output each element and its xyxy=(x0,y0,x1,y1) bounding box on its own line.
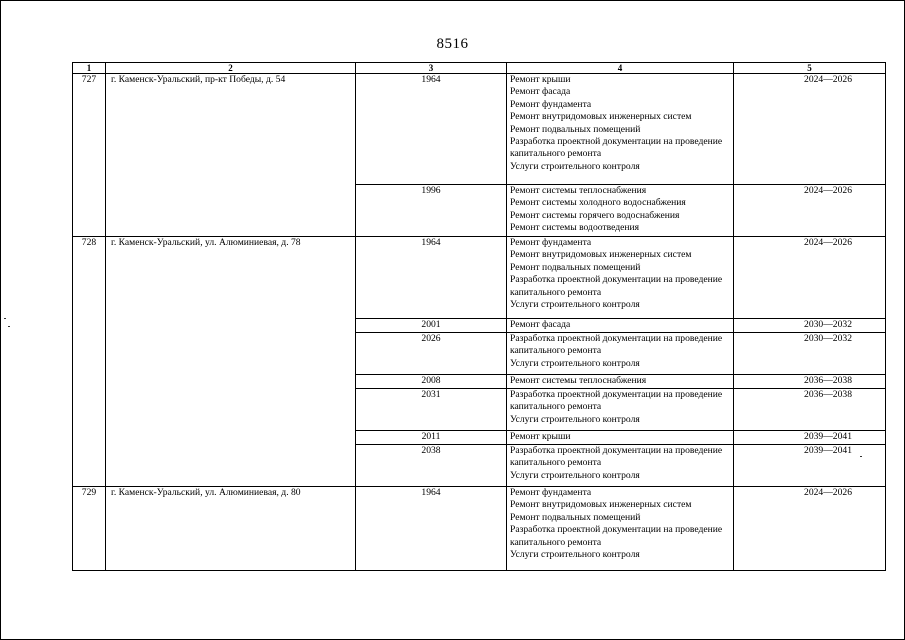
work-list xyxy=(507,389,734,431)
work-item: Ремонт фундамента xyxy=(510,487,592,498)
work-item: Ремонт крыши xyxy=(510,74,571,85)
capital-repair-table xyxy=(72,62,886,571)
work-list xyxy=(507,375,734,389)
block-year: 2026 xyxy=(356,333,507,375)
entry-number: 729 xyxy=(73,487,106,571)
repair-period: 2039—2041 xyxy=(734,445,886,487)
work-item: Разработка проектной документации на проведение капитального ремонта xyxy=(510,333,723,357)
work-list xyxy=(507,237,734,319)
work-list xyxy=(507,487,734,571)
repair-period: 2024—2026 xyxy=(734,185,886,237)
header-row xyxy=(73,63,886,74)
block-year: 2011 xyxy=(356,431,507,445)
work-list xyxy=(507,319,734,333)
scan-speck xyxy=(8,326,10,327)
block-year: 1964 xyxy=(356,74,507,185)
repair-period: 2030—2032 xyxy=(734,319,886,333)
work-list xyxy=(507,333,734,375)
table-row xyxy=(73,74,886,185)
work-item: Ремонт подвальных помещений xyxy=(510,123,641,135)
block-year: 1964 xyxy=(356,237,507,319)
block-year: 2001 xyxy=(356,319,507,333)
scan-speck xyxy=(860,456,862,457)
repair-period: 2030—2032 xyxy=(734,333,886,375)
repair-period: 2036—2038 xyxy=(734,389,886,431)
work-item: Услуги строительного контроля xyxy=(510,160,640,172)
block-year: 1964 xyxy=(356,487,507,571)
work-item: Ремонт внутридомовых инженерных систем xyxy=(510,499,692,511)
work-list xyxy=(507,185,734,237)
repair-period: 2039—2041 xyxy=(734,431,886,445)
block-year: 1996 xyxy=(356,185,507,237)
block-year: 2008 xyxy=(356,375,507,389)
work-item: Услуги строительного контроля xyxy=(510,357,640,369)
work-item: Ремонт подвальных помещений xyxy=(510,261,641,273)
repair-period: 2024—2026 xyxy=(734,74,886,185)
repair-period: 2036—2038 xyxy=(734,375,886,389)
work-list xyxy=(507,431,734,445)
work-item: Разработка проектной документации на проведение капитального ремонта xyxy=(510,136,723,160)
work-item: Разработка проектной документации на проведение капитального ремонта xyxy=(510,274,723,298)
work-item: Ремонт фундамента xyxy=(510,237,592,248)
work-item: Ремонт системы теплоснабжения xyxy=(510,185,647,196)
repair-period: 2024—2026 xyxy=(734,487,886,571)
work-list xyxy=(507,445,734,487)
entry-address: г. Каменск-Уральский, пр-кт Победы, д. 54 xyxy=(106,74,356,237)
entry-address: г. Каменск-Уральский, ул. Алюминиевая, д. 80 xyxy=(106,487,356,571)
column-header-5: 5 xyxy=(734,63,886,74)
block-year: 2038 xyxy=(356,445,507,487)
entry-address: г. Каменск-Уральский, ул. Алюминиевая, д. 78 xyxy=(106,237,356,487)
entry-number: 728 xyxy=(73,237,106,487)
work-item: Ремонт системы горячего водоснабжения xyxy=(510,209,680,221)
work-item: Разработка проектной документации на проведение капитального ремонта xyxy=(510,524,723,548)
entry-number: 727 xyxy=(73,74,106,237)
scan-speck xyxy=(4,318,6,319)
work-item: Услуги строительного контроля xyxy=(510,413,640,425)
work-list xyxy=(507,74,734,185)
work-item: Ремонт фасада xyxy=(510,86,571,98)
repair-period: 2024—2026 xyxy=(734,237,886,319)
work-item: Ремонт внутридомовых инженерных систем xyxy=(510,111,692,123)
work-item: Ремонт крыши xyxy=(510,431,571,442)
work-item: Ремонт подвальных помещений xyxy=(510,511,641,523)
work-item: Ремонт системы теплоснабжения xyxy=(510,375,647,386)
work-item: Ремонт системы холодного водоснабжения xyxy=(510,197,686,209)
work-item: Разработка проектной документации на проведение капитального ремонта xyxy=(510,389,723,413)
work-item: Разработка проектной документации на проведение капитального ремонта xyxy=(510,445,723,469)
column-header-4: 4 xyxy=(507,63,734,74)
work-item: Ремонт фундамента xyxy=(510,98,592,110)
page-number: 8516 xyxy=(436,36,469,52)
work-item: Услуги строительного контроля xyxy=(510,299,640,311)
work-item: Ремонт системы водоотведения xyxy=(510,222,640,234)
column-header-3: 3 xyxy=(356,63,507,74)
work-item: Ремонт фасада xyxy=(510,319,571,330)
table-row xyxy=(73,487,886,571)
table-body xyxy=(73,74,886,571)
work-item: Ремонт внутридомовых инженерных систем xyxy=(510,249,692,261)
work-item: Услуги строительного контроля xyxy=(510,549,640,561)
column-header-1: 1 xyxy=(73,63,106,74)
table-row xyxy=(73,237,886,319)
column-header-2: 2 xyxy=(106,63,356,74)
work-item: Услуги строительного контроля xyxy=(510,469,640,481)
block-year: 2031 xyxy=(356,389,507,431)
